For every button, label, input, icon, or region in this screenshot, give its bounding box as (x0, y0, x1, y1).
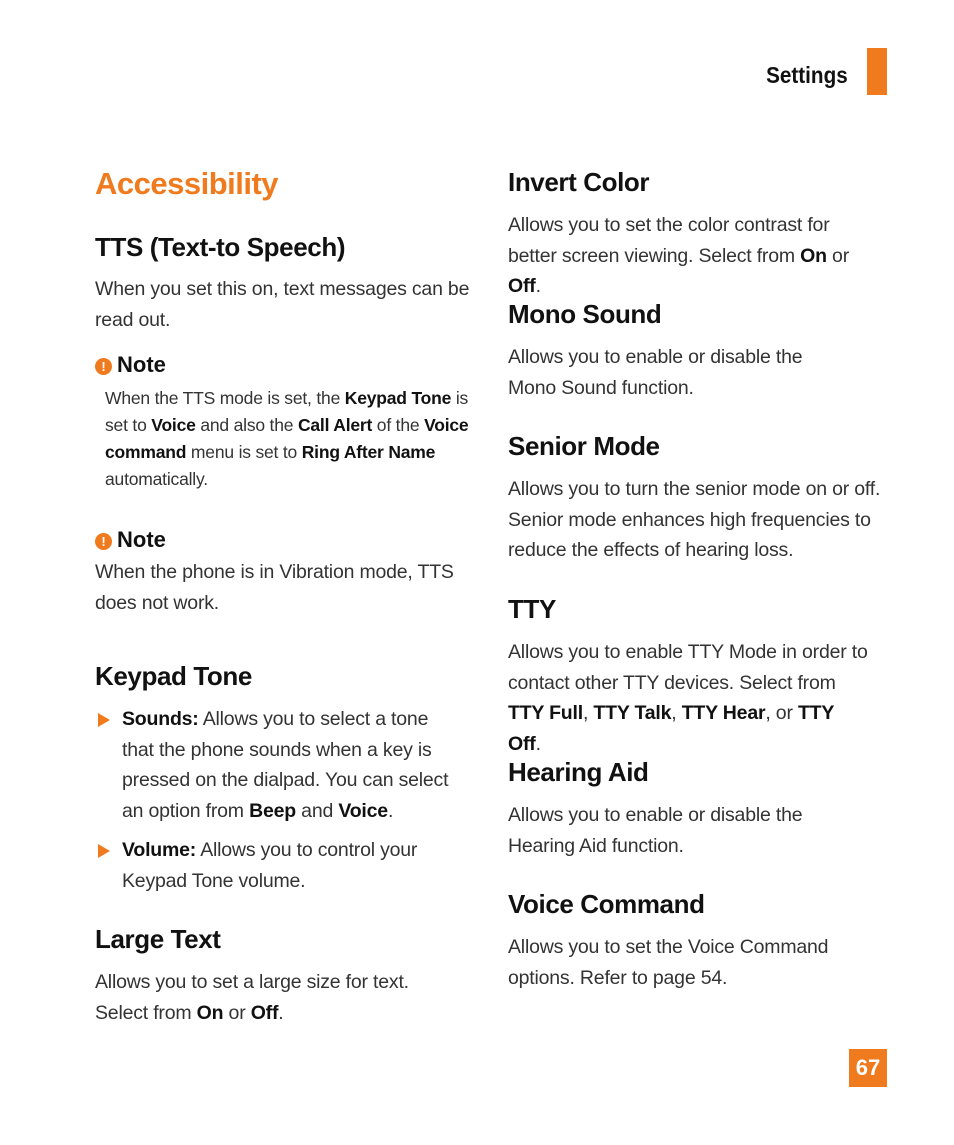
invert-color-heading: Invert Color (508, 167, 650, 197)
voice-command-body: Allows you to set the Voice Command options. Refer to page 54. (508, 936, 829, 989)
senior-mode-heading: Senior Mode (508, 431, 660, 461)
tts-body: When you set this on, text messages can be read out. (95, 278, 470, 331)
tts-heading: TTS (Text-to Speech) (95, 232, 346, 262)
mono-sound-heading: Mono Sound (508, 299, 662, 329)
note-2-title: ! Note (95, 527, 166, 553)
tty-heading: TTY (508, 594, 556, 624)
section-tab-marker (867, 48, 887, 95)
large-text-body: Allows you to set a large size for text. Select from On or Off. (95, 971, 409, 1024)
large-text-heading: Large Text (95, 924, 221, 954)
warning-icon: ! (95, 358, 112, 375)
mono-sound-body: Allows you to enable or disable the Mono Sound function. (508, 346, 803, 399)
voice-command-heading: Voice Command (508, 889, 705, 919)
senior-mode-body: Allows you to turn the senior mode on or off. Senior mode enhances high frequencies to reduce the effects of hearing loss. (508, 478, 881, 561)
page-number: 67 (849, 1049, 887, 1087)
section-label: Settings (766, 62, 848, 88)
sounds-bullet: Sounds: Allows you to select a tone that the phone sounds when a key is pressed on the dialpad. You can select an option from Beep and Voice. (95, 704, 457, 826)
note-2-body: When the phone is in Vibration mode, TTS does not work. (95, 561, 454, 614)
warning-icon: ! (95, 533, 112, 550)
hearing-aid-body: Allows you to enable or disable the Hearing Aid function. (508, 804, 803, 857)
note-1-body: When the TTS mode is set, the Keypad Tone is set to Voice and also the Call Alert of the Voice command menu is set to Ring After Name automatically. (105, 388, 469, 489)
keypad-tone-heading: Keypad Tone (95, 661, 252, 691)
note-1-title: ! Note (95, 352, 166, 378)
tty-body: Allows you to enable TTY Mode in order to contact other TTY devices. Select from TTY Full, TTY Talk, TTY Hear, or TTY Off. (508, 641, 868, 755)
volume-bullet: Volume: Allows you to control your Keypad Tone volume. (95, 835, 472, 896)
page-title: Accessibility (95, 166, 279, 201)
hearing-aid-heading: Hearing Aid (508, 757, 649, 787)
bullet-arrow-icon (98, 844, 110, 858)
bullet-arrow-icon (98, 713, 110, 727)
invert-color-body: Allows you to set the color contrast for better screen viewing. Select from On or Off. (508, 214, 849, 297)
